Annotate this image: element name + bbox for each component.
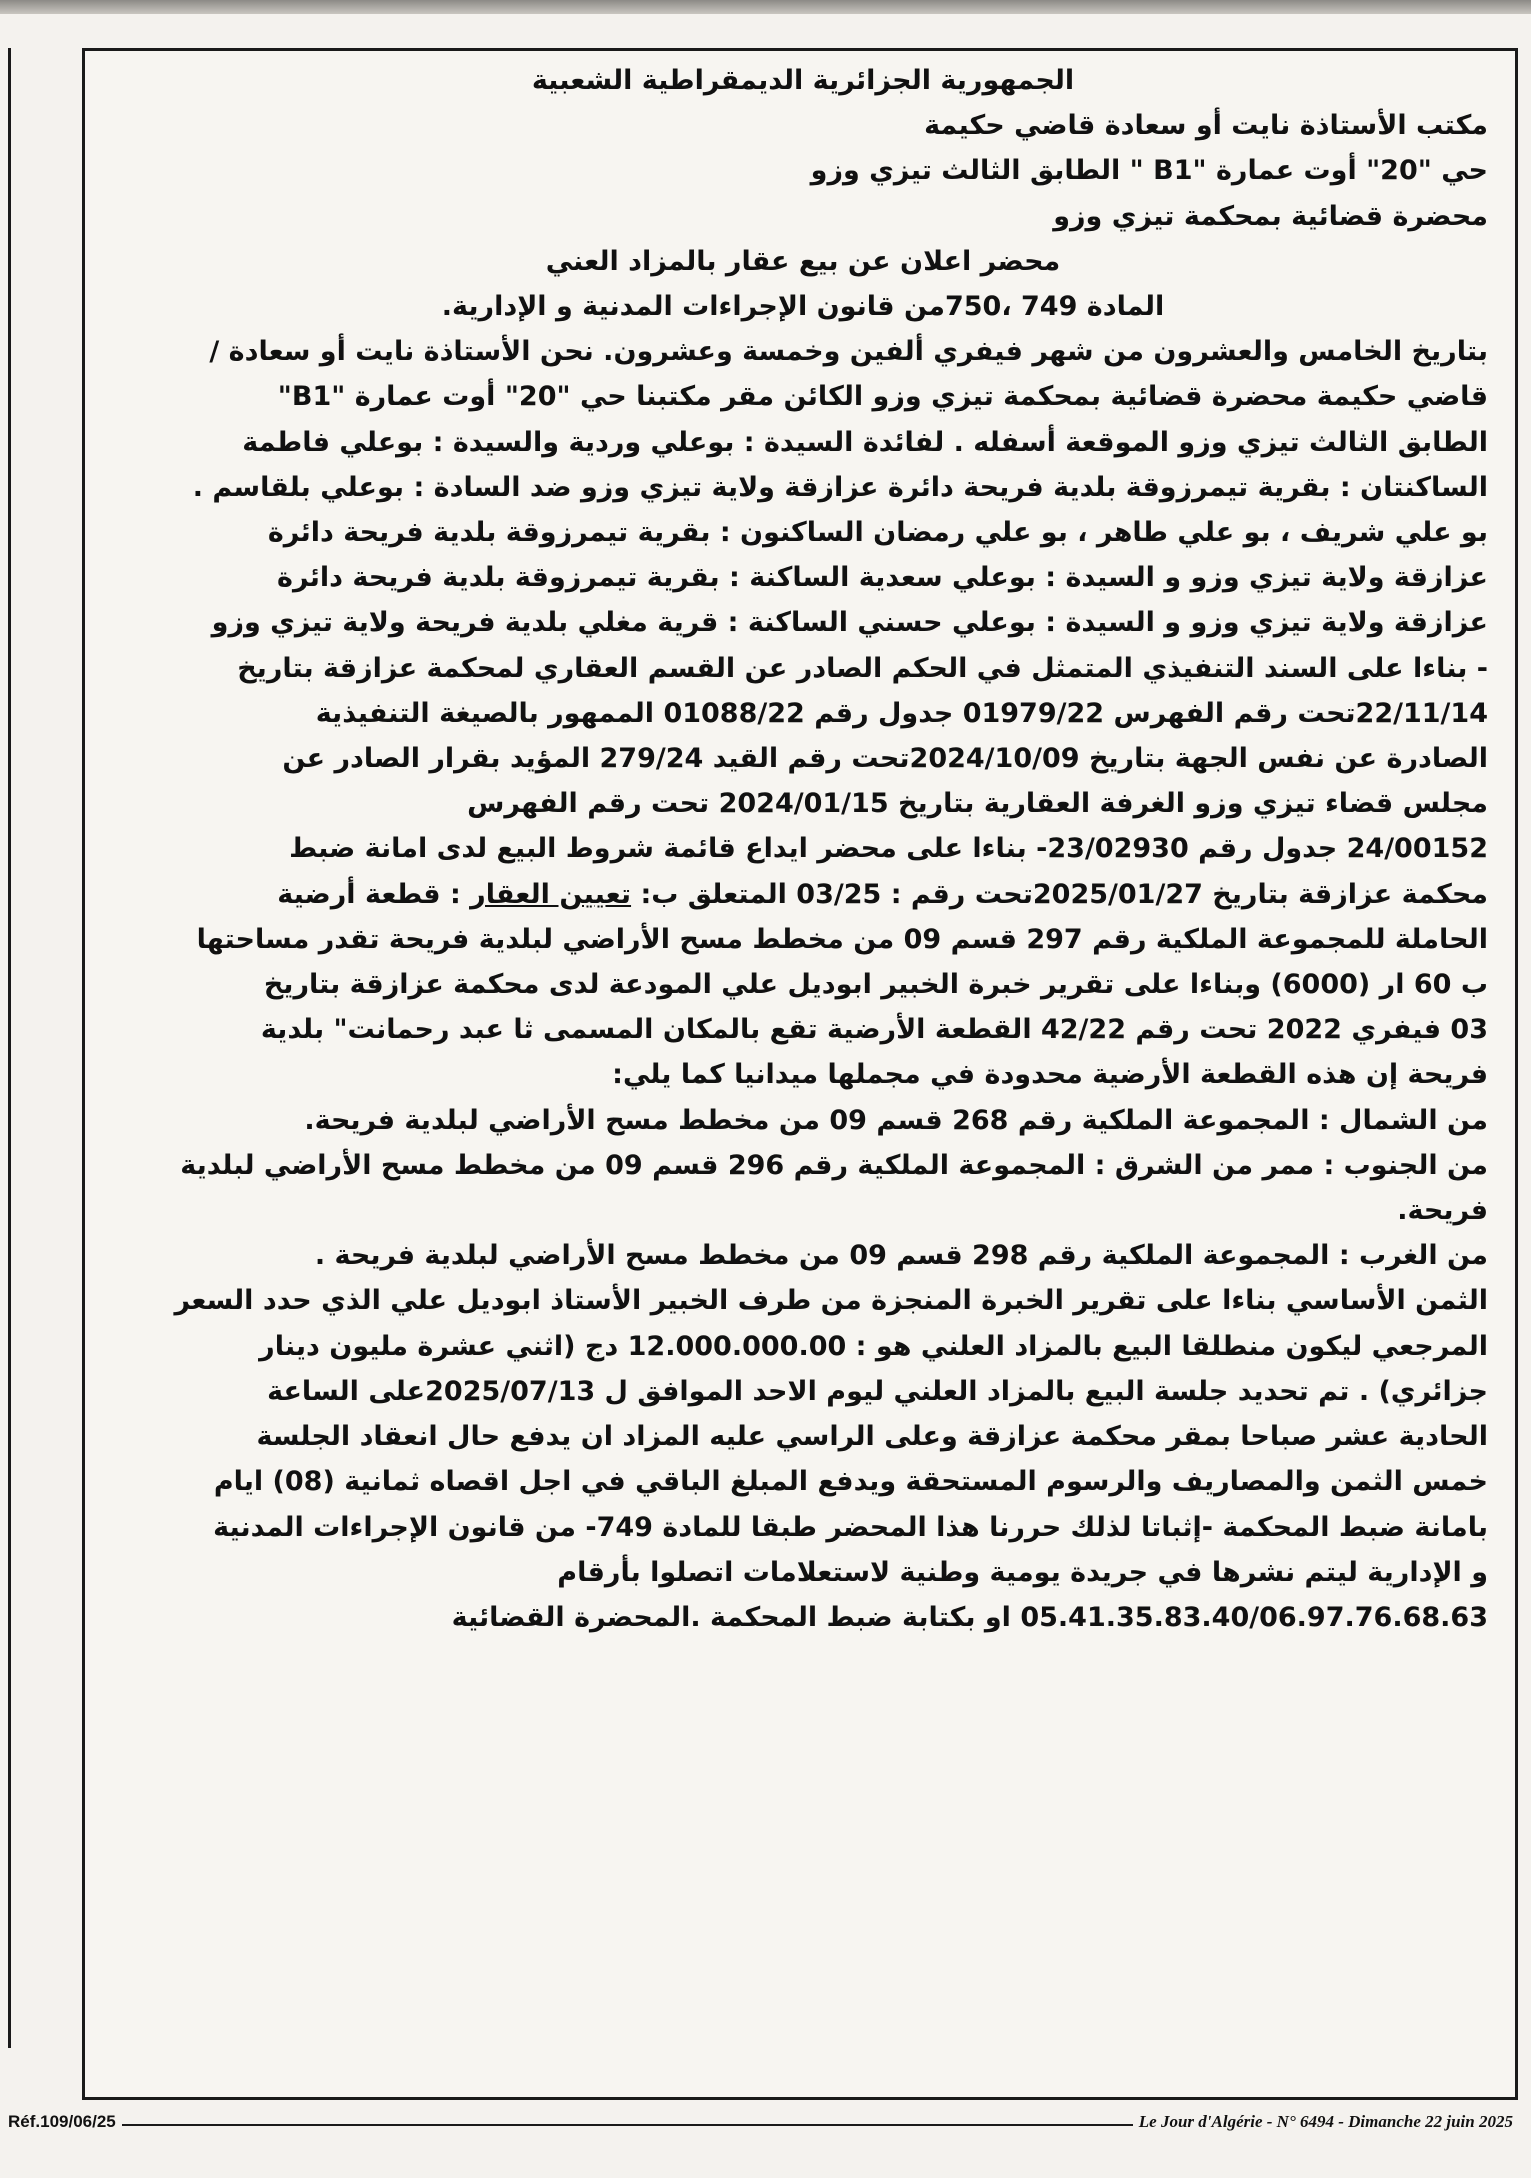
office-name: مكتب الأستاذة نايت أو سعادة قاضي حكيمة: [924, 110, 1488, 142]
footer-newspaper: Le Jour d'Algérie - N° 6494 - Dimanche 22 juin 2025: [1133, 2112, 1513, 2132]
body-line-property: [118, 872, 1488, 917]
body-line: فريحة إن هذه القطعة الأرضية محدودة في مجملها ميدانيا كما يلي:: [612, 1059, 1488, 1091]
body-line: 24/00152 جدول رقم 23/02930- بناءا على محضر ايداع قائمة شروط البيع لدى امانة ضبط: [289, 833, 1488, 865]
body-line: قاضي حكيمة محضرة قضائية بمحكمة تيزي وزو الكائن مقر مكتبنا حي "20" أوت عمارة "B1": [277, 381, 1488, 413]
country-heading: الجمهورية الجزائرية الديمقراطية الشعبية: [531, 65, 1075, 96]
body-line: جزائري) . تم تحديد جلسة البيع بالمزاد العلني ليوم الاحد الموافق ل 2025/07/13على الساعة: [267, 1375, 1488, 1407]
left-column-rule: [8, 48, 11, 2048]
legal-basis: المادة 749 ،750من قانون الإجراءات المدنية و الإدارية.: [441, 291, 1165, 323]
body-line: و الإدارية ليتم نشرها في جريدة يومية وطنية لاستعلامات اتصلوا بأرقام: [557, 1556, 1488, 1588]
body-line: - بناءا على السند التنفيذي المتمثل في الحكم الصادر عن القسم العقاري لمحكمة عزازقة بتاريخ: [237, 652, 1488, 684]
footer-reference: Réf.109/06/25: [8, 2112, 122, 2132]
body-line: فريحة.: [1397, 1195, 1488, 1227]
top-page-edge: [0, 0, 1531, 14]
notice-title: محضر اعلان عن بيع عقار بالمزاد العني: [545, 245, 1061, 277]
body-line: بو علي شريف ، بو علي طاهر ، بو علي رمضان الساكنون : بقرية تيمرزوقة بلدية فريحة دائرة: [267, 517, 1488, 549]
property-line-start: محكمة عزازقة بتاريخ 2025/01/27تحت رقم : 03/25 المتعلق ب:: [631, 878, 1488, 910]
body-line: من الغرب : المجموعة الملكية رقم 298 قسم 09 من مخطط مسح الأراضي لبلدية فريحة .: [314, 1240, 1488, 1272]
page-footer: [0, 2112, 1531, 2142]
body-line: من الجنوب : ممر من الشرق : المجموعة الملكية رقم 296 قسم 09 من مخطط مسح الأراضي لبلدية: [180, 1149, 1488, 1181]
body-line: خمس الثمن والمصاريف والرسوم المستحقة ويدفع المبلغ الباقي في اجل اقصاه ثمانية (08) ايام: [213, 1466, 1488, 1498]
body-line: الحاملة للمجموعة الملكية رقم 297 قسم 09 من مخطط مسح الأراضي لبلدية فريحة تقدر مساحتها: [196, 923, 1488, 955]
body-line: 22/11/14تحت رقم الفهرس 01979/22 جدول رقم 01088/22 الممهور بالصيغة التنفيذية: [315, 697, 1488, 729]
body-line: 03 فيفري 2022 تحت رقم 42/22 القطعة الأرضية تقع بالمكان المسمى ثا عبد رحمانت" بلدية: [260, 1014, 1488, 1046]
body-line: بتاريخ الخامس والعشرون من شهر فيفري ألفين وخمسة وعشرون. نحن الأستاذة نايت أو سعادة /: [209, 336, 1488, 368]
property-line-end: : قطعة أرضية: [277, 878, 471, 910]
body-line: الحادية عشر صباحا بمقر محكمة عزازقة وعلى الراسي عليه المزاد ان يدفع حال انعقاد الجلسة: [256, 1421, 1488, 1453]
body-line: المرجعي ليكون منطلقا البيع بالمزاد العلني هو : 12.000.000.00 دج (اثني عشرة مليون دينار: [259, 1330, 1488, 1362]
body-line: الصادرة عن نفس الجهة بتاريخ 2024/10/09تحت رقم القيد 279/24 المؤيد بقرار الصادر عن: [282, 743, 1488, 775]
body-line: ب 60 ار (6000) وبناءا على تقرير خبرة الخبير ابوديل علي المودعة لدى محكمة عزازقة بتاريخ: [263, 969, 1488, 1001]
body-line: من الشمال : المجموعة الملكية رقم 268 قسم 09 من مخطط مسح الأراضي لبلدية فريحة.: [304, 1104, 1488, 1136]
legal-notice: [118, 58, 1488, 1640]
body-line: عزازقة ولاية تيزي وزو و السيدة : بوعلي سعدية الساكنة : بقرية تيمرزوقة بلدية فريحة دائرة: [277, 562, 1488, 594]
body-line: الساكنتان : بقرية تيمرزوقة بلدية فريحة دائرة عزازقة ولاية تيزي وزو ضد السادة : بوعلي بلقاسم .: [192, 471, 1488, 503]
body-line: عزازقة ولاية تيزي وزو و السيدة : بوعلي حسني الساكنة : قرية مغلي بلدية فريحة ولاية تيزي وزو: [211, 607, 1488, 639]
body-line: الثمن الأساسي بناءا على تقرير الخبرة المنجزة من طرف الخبير الأستاذ ابوديل علي الذي حدد السعر: [174, 1285, 1488, 1317]
court-name: محضرة قضائية بمحكمة تيزي وزو: [1053, 200, 1488, 232]
body-line: مجلس قضاء تيزي وزو الغرفة العقارية بتاريخ 2024/01/15 تحت رقم الفهرس: [467, 788, 1488, 820]
property-designation-heading: تعيين العقار: [470, 878, 632, 910]
body-line: الطابق الثالث تيزي وزو الموقعة أسفله . لفائدة السيدة : بوعلي وردية والسيدة : بوعلي فاطمة: [242, 426, 1488, 458]
office-address: حي "20" أوت عمارة "B1 " الطابق الثالث تيزي وزو: [810, 155, 1488, 187]
body-line: بامانة ضبط المحكمة -إثباتا لذلك حررنا هذا المحضر طبقا للمادة 749- من قانون الإجراءات المدنية: [213, 1511, 1488, 1543]
contact-line: 05.41.35.83.40/06.97.76.68.63 او بكتابة ضبط المحكمة .المحضرة القضائية: [451, 1601, 1488, 1633]
